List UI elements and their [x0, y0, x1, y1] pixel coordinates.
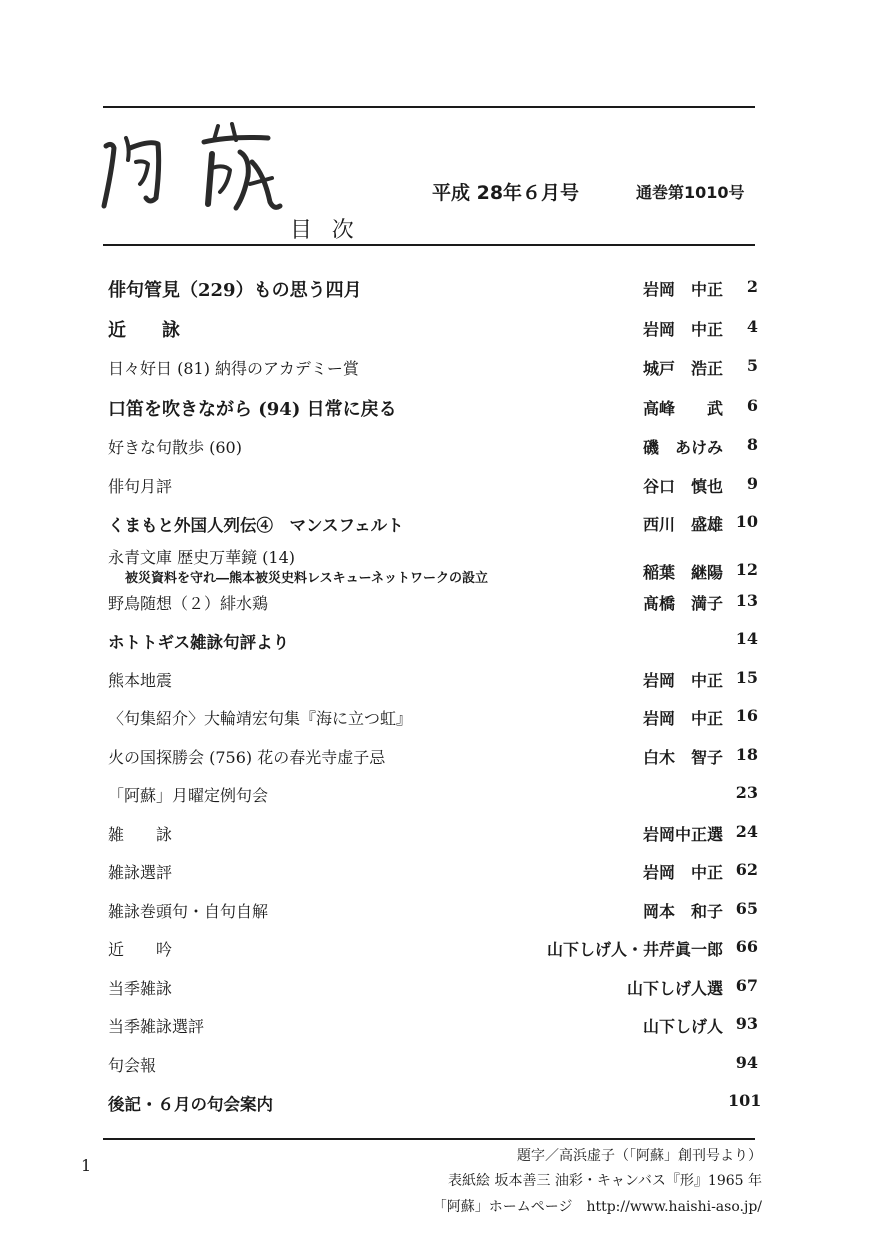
toc-entry-page: 16 [735, 706, 758, 725]
toc-entry-page: 2 [746, 277, 758, 296]
toc-entry-author: 岩岡中正選 [642, 824, 723, 844]
toc-entry-page: 13 [735, 590, 758, 610]
toc-entry [108, 310, 758, 350]
toc-entry-author: 岩岡 中正 [642, 863, 723, 882]
homepage-link[interactable]: 「阿蘇」ホームページ http://www.haishi-aso.jp/ [432, 1199, 762, 1215]
cover-art-credit: 表紙絵 坂本善三 油彩・キャンバス『形』1965 年 [448, 1173, 762, 1189]
toc-entry-page: 66 [735, 937, 758, 956]
toc-entry-page: 101 [728, 1091, 762, 1110]
toc-entry-subtitle: 被災資料を守れ―熊本被災史料レスキューネットワークの設立 [125, 570, 488, 586]
toc-entry-title: 雑詠巻頭句・自句自解 [108, 901, 269, 921]
footer-rule [103, 1138, 755, 1140]
toc-entry-author: 谷口 慎也 [642, 476, 723, 496]
toc-entry-page: 10 [735, 512, 758, 531]
toc-entry-author: 白木 智子 [642, 747, 723, 767]
toc-entry [108, 389, 758, 429]
toc-entry-author: 磯 あけみ [642, 438, 723, 457]
toc-entry-author: 岩岡 中正 [642, 319, 723, 339]
toc-entry-title: 俳句月評 [108, 476, 173, 496]
toc-entry-page: 65 [735, 898, 758, 918]
toc-entry-title: 雑詠選評 [108, 863, 173, 882]
table-of-contents [108, 270, 762, 1123]
toc-entry-title: 雑 詠 [108, 824, 173, 844]
toc-entry-author: 岩岡 中正 [642, 280, 723, 299]
toc-entry [108, 738, 758, 777]
calligraphy-credit: 題字／高浜虚子（「阿蘇」創刊号より） [517, 1148, 762, 1164]
toc-entry-title: 「阿蘇」月曜定例句会 [108, 786, 269, 805]
toc-entry-author: 岩岡 中正 [642, 709, 723, 728]
toc-entry [108, 1046, 758, 1085]
toc-entry-page: 12 [735, 559, 758, 579]
toc-entry-page: 94 [735, 1052, 758, 1072]
issue-total-number: 通巻第1010号 [636, 183, 745, 202]
toc-entry-title: 俳句管見（229）もの思う四月 [108, 280, 362, 301]
toc-entry [108, 1084, 762, 1123]
toc-entry-page: 93 [735, 1014, 758, 1033]
page-number: 1 [81, 1156, 92, 1175]
masthead-bottom-rule [103, 244, 755, 246]
toc-entry [108, 584, 758, 623]
toc-entry-title: 句会報 [108, 1055, 157, 1075]
toc-entry-page: 6 [746, 395, 758, 415]
toc-entry-title: 野鳥随想（２）緋水鶏 [108, 593, 269, 613]
toc-entry-title: 後記・６月の句会案内 [108, 1095, 273, 1114]
toc-entry-author: 山下しげ人・井芹眞一郎 [546, 940, 723, 959]
toc-entry-author: 山下しげ人選 [626, 978, 723, 998]
toc-entry-page: 15 [735, 667, 758, 687]
toc-entry-title: ホトトギス雑詠句評より [108, 633, 290, 652]
toc-entry [108, 467, 758, 506]
toc-entry-page: 9 [746, 473, 758, 493]
toc-entry-title: 口笛を吹きながら (94) 日常に戻る [108, 398, 397, 420]
toc-entry-title: 近 吟 [108, 940, 173, 959]
toc-entry-title: 熊本地震 [108, 670, 173, 690]
toc-entry-title: 好きな句散歩 (60) [108, 438, 242, 457]
toc-entry-page: 67 [735, 975, 758, 995]
toc-entry [108, 815, 758, 854]
top-rule [103, 106, 755, 108]
toc-entry-title: 当季雑詠 [108, 978, 173, 998]
toc-heading: 目次 [290, 218, 374, 243]
toc-entry [108, 270, 758, 310]
toc-entry [108, 969, 758, 1008]
toc-entry-author: 髙橋 満子 [642, 593, 723, 613]
toc-entry [108, 544, 758, 584]
toc-entry-page: 4 [746, 316, 758, 336]
toc-entry [108, 853, 758, 892]
toc-entry-page: 23 [735, 783, 758, 802]
toc-entry-title: 永青文庫 歴史万華鏡 (14) [108, 547, 296, 567]
toc-entry-author: 高峰 武 [642, 398, 723, 418]
toc-entry [108, 349, 758, 389]
toc-entry-page: 8 [746, 435, 758, 454]
toc-entry [108, 661, 758, 700]
toc-entry-author: 西川 盛雄 [642, 515, 723, 534]
toc-entry [108, 776, 758, 815]
issue-date: 平成 28年６月号 [432, 182, 580, 204]
toc-entry-page: 5 [746, 356, 758, 375]
toc-entry [108, 699, 758, 738]
toc-entry-author: 山下しげ人 [642, 1017, 723, 1036]
toc-entry-title: 日々好日 (81) 納得のアカデミー賞 [108, 359, 359, 378]
toc-entry-author: 岡本 和子 [642, 901, 723, 921]
toc-entry-author: 岩岡 中正 [642, 670, 723, 690]
toc-entry-page: 14 [735, 629, 758, 648]
toc-entry-page: 62 [735, 860, 758, 879]
toc-entry [108, 930, 758, 969]
toc-entry-author: 城戸 浩正 [642, 359, 723, 378]
toc-entry-title: 火の国探勝会 (756) 花の春光寺虚子忌 [108, 747, 386, 767]
toc-entry [108, 892, 758, 931]
toc-entry-page: 24 [735, 821, 758, 841]
toc-entry-title: 〈句集紹介〉大輪靖宏句集『海に立つ虹』 [108, 709, 413, 728]
toc-entry [108, 1007, 758, 1046]
toc-entry-title: くまもと外国人列伝④ マンスフェルト [108, 516, 404, 535]
toc-entry-title: 当季雑詠選評 [108, 1017, 205, 1036]
magazine-title-calligraphy-logo [100, 118, 290, 214]
toc-entry-page: 18 [735, 744, 758, 764]
toc-entry-title: 近 詠 [108, 319, 180, 341]
toc-entry-author: 稲葉 継陽 [642, 562, 723, 582]
toc-entry [108, 505, 758, 544]
toc-entry [108, 622, 758, 661]
toc-entry [108, 428, 758, 467]
